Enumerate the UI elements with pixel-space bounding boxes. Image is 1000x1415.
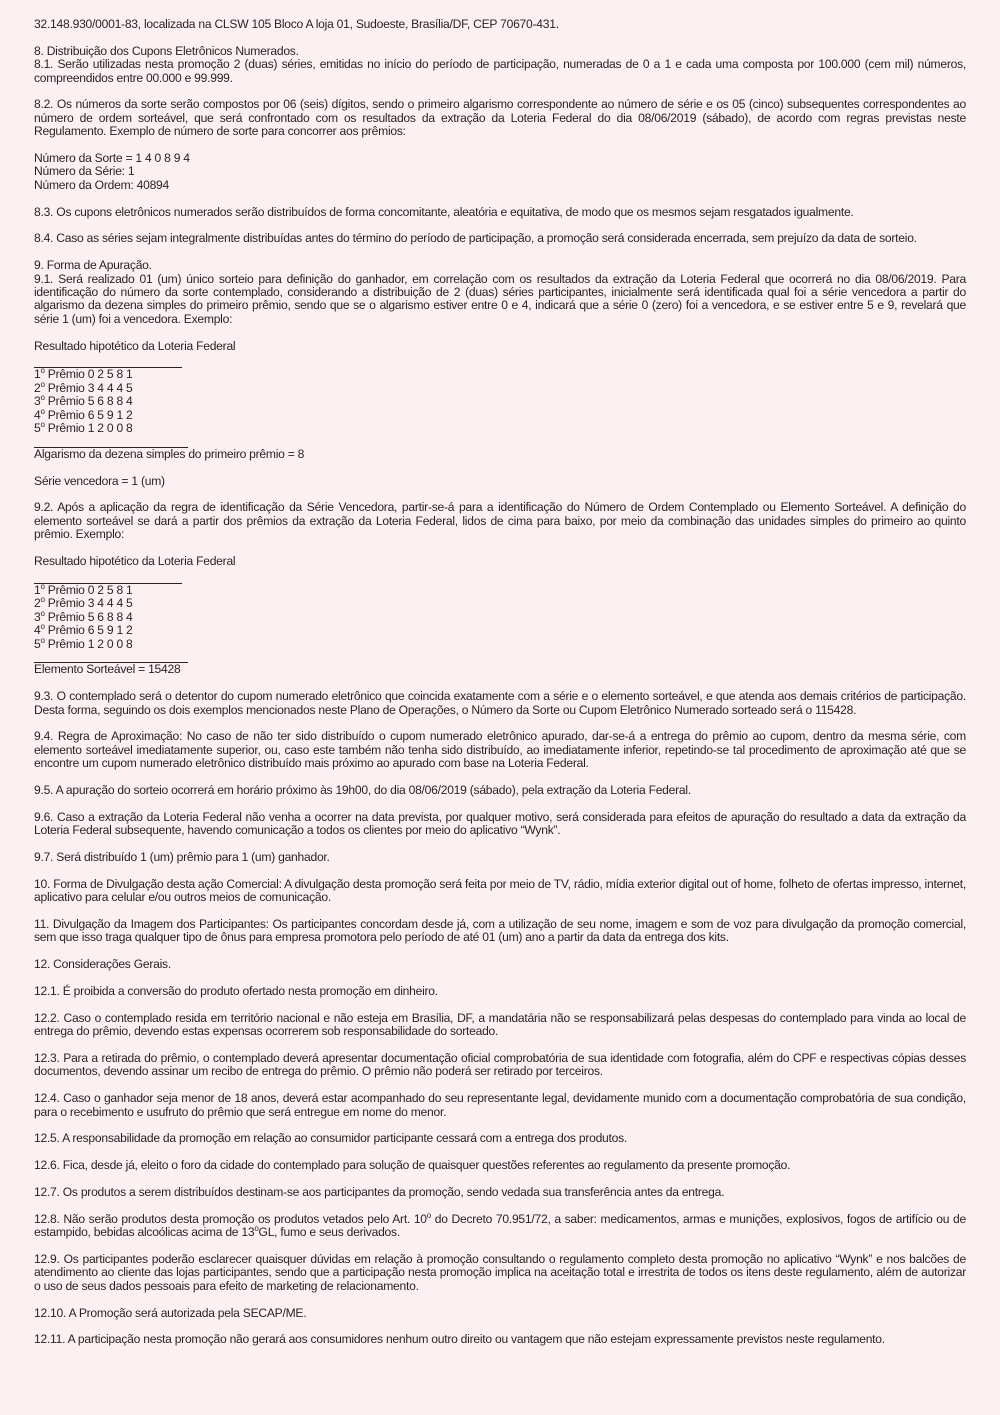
paragraph-8-4: 8.4. Caso as séries sejam integralmente distribuídas antes do término do período de participação, a promoção será considerada encerrada, sem prejuízo da data de sorteio. <box>34 231 917 246</box>
example-result: Algarismo da dezena simples do primeiro prêmio = 8 <box>34 446 305 461</box>
example-result: Elemento Sorteável = 15428 <box>34 662 181 677</box>
section-8-block <box>34 45 966 85</box>
paragraph-12-2: 12.2. Caso o contemplado resida em território nacional e não esteja em Brasília, DF, a mandatária não se responsabilizará pelas despesas do contemplado para vinda ao local de entrega do prêmio, devendo estas expensas ocorrerem sob responsabilidade do sorteado. <box>34 1010 966 1039</box>
winning-series: Série vencedora = 1 (um) <box>34 473 165 488</box>
paragraph-9-3: 9.3. O contemplado será o detentor do cupom numerado eletrônico que coincida exatamente com a série e o elemento sorteável, e que atenda aos demais critérios de participação. Desta forma, seguindo os dois exemplos mencionados neste Plano de Operações, o Número da Sorte ou Cupom Eletrônico Numerado sorteado será o 115428. <box>34 689 966 717</box>
paragraph-12-7: 12.7. Os produtos a serem distribuídos destinam-se aos participantes da promoção, sendo vedada sua transferência antes da entrega. <box>34 1184 725 1199</box>
paragraph-8-1: 8.1. Serão utilizadas nesta promoção 2 (duas) séries, emitidas no início do período de participação, numeradas de 0 a 1 e cada uma composta por 100.000 (cem mil) números, compreendidos entre 00.000 e 99.999. <box>34 57 966 85</box>
section-12-title: 12. Considerações Gerais. <box>34 957 171 972</box>
example-heading: Resultado hipotético da Loteria Federal <box>34 338 236 353</box>
section-10-paragraph: 10. Forma de Divulgação desta ação Comercial: A divulgação desta promoção será feita por meio de TV, rádio, mídia exterior digital out of home, folheto de ofertas impresso, internet, aplicativo para celular e/ou outros meios de comunicação. <box>34 876 966 905</box>
paragraph-12-8: 12.8. Não serão produtos desta promoção os produtos vetados pelo Art. 10$^o$ do Decreto 70.951/72, a saber: medicamentos, armas e munições, explosivos, fogos de artifício ou de estampido, bebidas alcoólicas acima de 13$^o$GL, fumo e seus derivados. <box>34 1210 966 1240</box>
section-9-title: 9. Forma de Apuração. <box>34 258 152 273</box>
paragraph-8-2: 8.2. Os números da sorte serão compostos por 06 (seis) dígitos, sendo o primeiro algarismo correspondente ao número de série e os 05 (cinco) subsequentes correspondentes ao número de ordem sorteável, que será confrontado com os resultados da extração da Loteria Federal do dia 08/06/2019 (sábado), de acordo com regras previstas neste Regulamento. Exemplo de número de sorte para concorrer aos prêmios: <box>34 97 966 139</box>
prize-row: 4$^o$ Prêmio 6 5 9 1 2 <box>34 622 133 638</box>
prize-row: 1$^o$ Prêmio 0 2 5 8 1 <box>34 366 133 382</box>
paragraph-12-11: 12.11. A participação nesta promoção não gerará aos consumidores nenhum outro direito ou vantagem que não estejam expressamente previstos neste regulamento. <box>34 1332 885 1347</box>
paragraph-9-1: 9.1. Será realizado 01 (um) único sorteio para definição do ganhador, em correlação com os resultados da extração da Loteria Federal que ocorrerá no dia 08/06/2019. Para identificação do número da sorte contemplado, considerando a distribuição de 2 (duas) séries participantes, inicialmente será identificada qual foi a série vencedora a partir do algarismo da dezena simples do primeiro prêmio, sendo que se o algarismo estiver entre 0 e 4, indicará que a série 0 (zero) foi a vencedora, e se estiver entre 5 e 9, revelará que série 1 (um) foi a vencedora. Exemplo: <box>34 271 966 326</box>
prize-row: 4$^o$ Prêmio 6 5 9 1 2 <box>34 406 133 422</box>
prize-row: 3$^o$ Prêmio 5 6 8 8 4 <box>34 393 133 409</box>
prize-row: 3$^o$ Prêmio 5 6 8 8 4 <box>34 608 133 624</box>
paragraph-12-5: 12.5. A responsabilidade da promoção em relação ao consumidor participante cessará com a entrega dos produtos. <box>34 1131 628 1146</box>
paragraph-9-5: 9.5. A apuração do sorteio ocorrerá em horário próximo às 19h00, do dia 08/06/2019 (sábado), pela extração da Loteria Federal. <box>34 782 691 797</box>
prize-row: 2$^o$ Prêmio 3 4 4 4 5 <box>34 595 133 611</box>
spacer-line <box>34 569 966 582</box>
spacer-line <box>34 353 966 366</box>
example-line: Número da Sorte = 1 4 0 8 9 4 <box>34 151 190 166</box>
section-8-title: 8. Distribuição dos Cupons Eletrônicos Numerados. <box>34 43 299 58</box>
prize-row: 5$^o$ Prêmio 1 2 0 0 8 <box>34 420 133 436</box>
example-heading: Resultado hipotético da Loteria Federal <box>34 554 236 569</box>
lucky-number-example <box>34 152 966 192</box>
paragraph-9-7: 9.7. Será distribuído 1 (um) prêmio para 1 (um) ganhador. <box>34 849 330 864</box>
prize-row: 1$^o$ Prêmio 0 2 5 8 1 <box>34 581 133 597</box>
section-9-block <box>34 259 966 326</box>
paragraph-12-4: 12.4. Caso o ganhador seja menor de 18 anos, deverá estar acompanhado do seu representante legal, devidamente munido com a documentação comprobatória de sua condição, para o recebimento e usufruto do prêmio que será entregue em nome do menor. <box>34 1091 966 1119</box>
paragraph-12-1: 12.1. É proibida a conversão do produto ofertado nesta promoção em dinheiro. <box>34 983 438 998</box>
paragraph-8-3: 8.3. Os cupons eletrônicos numerados serão distribuídos de forma concomitante, aleatória e equitativa, de modo que os mesmos sejam resgatados igualmente. <box>34 204 854 219</box>
paragraph-9-6: 9.6. Caso a extração da Loteria Federal não venha a ocorrer na data prevista, por qualquer motivo, será considerada para efeitos de apuração do resultado a data da extração da Loteria Federal subsequente, havendo comunicação a todos os clientes por meio do aplicativo “Wynk”. <box>34 809 966 838</box>
section-11-paragraph: 11. Divulgação da Imagem dos Participantes: Os participantes concordam desde já, com a utilização de seu nome, imagem e som de voz para divulgação da promoção comercial, sem que isso traga qualquer tipo de ônus para empresa promotora pelo período de até 01 (um) ano a partir da data da entrega dos kits. <box>34 916 966 945</box>
regulation-document <box>34 18 966 1360</box>
example-line: Número da Série: 1 <box>34 164 135 179</box>
lottery-example-2 <box>34 555 966 677</box>
example-line: Número da Ordem: 40894 <box>34 177 169 192</box>
paragraph-9-4: 9.4. Regra de Aproximação: No caso de não ter sido distribuído o cupom numerado eletrônico apurado, dar-se-á a entrega do prêmio ao cupom, dentro da mesma série, com elemento sorteável imediatamente superior, ou, caso este também não tenha sido distribuído, ao imediatamente inferior, repetindo-se tal procedimento de aproximação até que se encontre um cupom numerado eletrônico distribuído mais próximo ao apurado com base na Loteria Federal. <box>34 729 966 771</box>
prize-row: 5$^o$ Prêmio 1 2 0 0 8 <box>34 635 133 651</box>
prize-row: 2$^o$ Prêmio 3 4 4 4 5 <box>34 379 133 395</box>
paragraph-12-10: 12.10. A Promoção será autorizada pela SECAP/ME. <box>34 1305 307 1320</box>
paragraph-12-3: 12.3. Para a retirada do prêmio, o contemplado deverá apresentar documentação oficial comprobatória de sua identidade com fotografia, além do CPF e respectivas cópias desses documentos, devendo assinar um recibo de entrega do prêmio. O prêmio não poderá ser retirado por terceiros. <box>34 1050 966 1079</box>
paragraph-9-2: 9.2. Após a aplicação da regra de identificação da Série Vencedora, partir-se-á para a identificação do Número de Ordem Contemplado ou Elemento Sorteável. A definição do elemento sorteável se dará a partir dos prêmios da extração da Loteria Federal, lidos de cima para baixo, por meio da combinação das unidades simples do primeiro ao quinto prêmio. Exemplo: <box>34 500 966 542</box>
paragraph-12-9: 12.9. Os participantes poderão esclarecer quaisquer dúvidas em relação à promoção consultando o regulamento completo desta promoção no aplicativo “Wynk” e nos balcões de atendimento ao cliente das lojas participantes, sendo que a participação nesta promoção implica na aceitação total e irrestrita de todos os itens deste regulamento, além de autorizar o uso de seus dados pessoais para efeito de marketing de relacionamento. <box>34 1251 966 1293</box>
lottery-example-1 <box>34 340 966 462</box>
paragraph-12-6: 12.6. Fica, desde já, eleito o foro da cidade do contemplado para solução de quaisquer questões referentes ao regulamento da presente promoção. <box>34 1158 791 1173</box>
intro-paragraph: 32.148.930/0001-83, localizada na CLSW 105 Bloco A loja 01, Sudoeste, Brasília/DF, CEP 70670-431. <box>34 17 559 31</box>
